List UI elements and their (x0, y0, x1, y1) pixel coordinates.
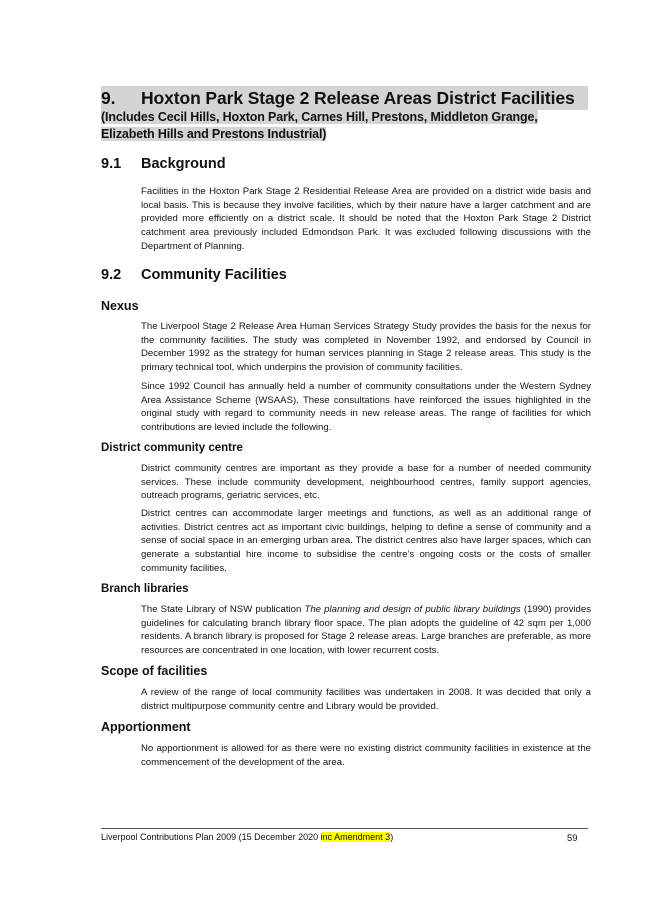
community-number: 9.2 (101, 267, 122, 283)
libraries-paragraph (141, 603, 591, 658)
background-paragraph: Facilities in the Hoxton Park Stage 2 Residential Release Area are provided on a district wide basis and local basis. This is because they involve facilities, which by their nature have a larger catchment and are provided more efficiently on a district scale. It should be noted that the Hoxton Park Stage 2 District catchment area previously included Edmondson Park. It was excluded following discussions with the Department of Planning. (141, 186, 591, 252)
footer-divider (101, 828, 588, 829)
background-title: Background (141, 156, 226, 172)
district-centre-paragraph-2: District centres can accommodate larger meetings and functions, as well as an additional range of activities. District centres act as important civic buildings, helping to define a sense of community and a sense of social space in an emerging urban area. The district centres also have larger spaces, which can generate a substantial hire income to subsidise the centre’s ongoing costs or the costs of smaller community facilities. (141, 508, 591, 574)
library-publication-title: The planning and design of public library buildings (304, 604, 521, 615)
community-heading (101, 265, 287, 285)
footer-amendment-highlight: inc Amendment 3 (320, 832, 391, 842)
district-centre-paragraph-1: District community centres are important as they provide a base for a number of needed community services. These include community development, neighbourhood centres, family support agencies, outreach programs, geriatric services, etc. (141, 463, 591, 502)
libraries-text-post: (1990) provides guidelines for calculating branch library floor space. The plan adopts the guideline of 42 sqm per 1,000 residents. A branch library is proposed for Stage 2 release areas. Large branches are preferable, as more resources are concentrated in one location, with lower recurrent costs. (141, 604, 591, 657)
page-number: 59 (567, 833, 578, 844)
section-number: 9. (101, 88, 116, 108)
section-subtitle-text: (Includes Cecil Hills, Hoxton Park, Carnes Hill, Prestons, Middleton Grange, Elizabeth Hills and Prestons Industrial) (101, 110, 538, 141)
scope-paragraph: A review of the range of local community facilities was undertaken in 2008. It was decided that only a district multipurpose community centre and Library would be provided. (141, 687, 591, 712)
libraries-heading: Branch libraries (101, 583, 189, 595)
section-heading (101, 86, 588, 110)
nexus-paragraph-2: Since 1992 Council has annually held a number of community consultations under the Western Sydney Area Assistance Scheme (WSAAS). These consultations have reinforced the issues highlighted in the original study with regard to community needs in new release areas. The range of facilities for which contributions are levied include the following. (141, 381, 591, 434)
section-subtitle (101, 109, 588, 143)
scope-heading: Scope of facilities (101, 664, 208, 678)
libraries-text-pre: The State Library of NSW publication (141, 604, 305, 615)
section-title: Hoxton Park Stage 2 Release Areas District Facilities (141, 88, 575, 108)
background-heading (101, 154, 226, 174)
apportionment-heading: Apportionment (101, 720, 191, 734)
apportionment-paragraph: No apportionment is allowed for as there were no existing district community facilities in existence at the commencement of the development of the area. (141, 743, 591, 768)
nexus-heading: Nexus (101, 299, 139, 313)
community-title: Community Facilities (141, 267, 287, 283)
background-number: 9.1 (101, 156, 122, 172)
district-centre-heading: District community centre (101, 442, 243, 454)
footer-document-title (101, 831, 393, 843)
nexus-paragraph-1: The Liverpool Stage 2 Release Area Human Services Strategy Study provides the basis for the nexus for the community facilities. The study was completed in November 1992, and endorsed by Council in December 1992 as the strategy for human services planning in Stage 2 release areas. This study is the primary technical tool, which underpins the provision of community facilities. (141, 321, 591, 374)
footer-close-paren: ) (390, 832, 394, 842)
footer-title-text: Liverpool Contributions Plan 2009 (15 December 2020 (101, 832, 321, 842)
